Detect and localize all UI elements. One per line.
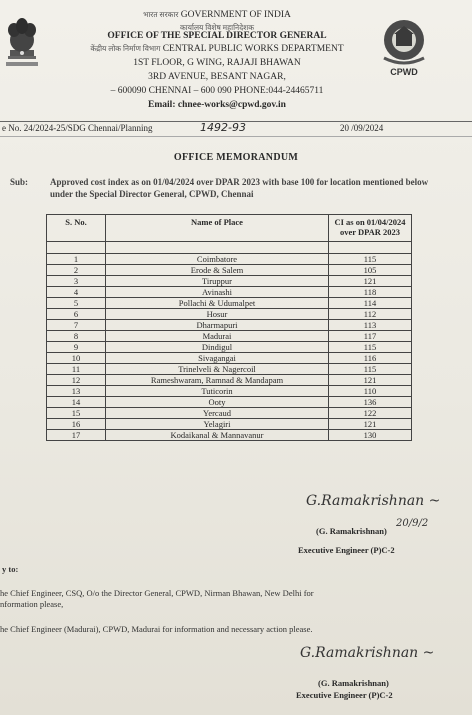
- office-name: OFFICE OF THE SPECIAL DIRECTOR GENERAL: [107, 31, 327, 41]
- row-place: Dharmapuri: [106, 320, 329, 331]
- row-ci: 136: [329, 397, 412, 408]
- header-hindi-2: कार्यालय विशेष महानिदेशक: [179, 23, 255, 32]
- row-place: Hosur: [106, 309, 329, 320]
- table-row: [47, 265, 412, 276]
- row-ci: 118: [329, 287, 412, 298]
- table-row: [47, 419, 412, 430]
- row-sno: 5: [47, 298, 106, 309]
- signature-2: G.Ramakrishnan ~: [300, 645, 435, 661]
- reference-line: [0, 121, 472, 137]
- row-sno: 10: [47, 353, 106, 364]
- table-row: [47, 331, 412, 342]
- table-row: [47, 430, 412, 441]
- row-ci: 110: [329, 386, 412, 397]
- row-place: Pollachi & Udumalpet: [106, 298, 329, 309]
- copy-item-1-line-1: he Chief Engineer, CSQ, O/o the Director General, CPWD, Nirman Bhawan, New Delhi for: [0, 588, 314, 598]
- row-sno: 11: [47, 364, 106, 375]
- table-row: [47, 287, 412, 298]
- row-place: Tuticorin: [106, 386, 329, 397]
- row-sno: 16: [47, 419, 106, 430]
- row-sno: 1: [47, 254, 106, 265]
- signature-1-designation: Executive Engineer (P)C-2: [298, 545, 395, 555]
- table-row: [47, 276, 412, 287]
- row-sno: 17: [47, 430, 106, 441]
- row-place: Sivagangai: [106, 353, 329, 364]
- row-place: Erode & Salem: [106, 265, 329, 276]
- row-sno: 4: [47, 287, 106, 298]
- address-floor: 1ST FLOOR, G WING, RAJAJI BHAWAN: [133, 58, 301, 68]
- signature-2-designation: Executive Engineer (P)C-2: [296, 690, 393, 700]
- table-body: [47, 254, 412, 441]
- row-place: Rameshwaram, Ramnad & Mandapam: [106, 375, 329, 386]
- row-ci: 121: [329, 375, 412, 386]
- row-ci: 115: [329, 254, 412, 265]
- row-sno: 14: [47, 397, 106, 408]
- table-row: [47, 320, 412, 331]
- row-place: Trinelveli & Nagercoil: [106, 364, 329, 375]
- department-line: [52, 44, 382, 54]
- address-avenue: 3RD AVENUE, BESANT NAGAR,: [148, 72, 286, 82]
- col-sno: S. No.: [47, 215, 106, 242]
- row-place: Yercaud: [106, 408, 329, 419]
- row-ci: 115: [329, 342, 412, 353]
- table-row: [47, 353, 412, 364]
- row-ci: 105: [329, 265, 412, 276]
- row-place: Tiruppur: [106, 276, 329, 287]
- cpwd-logo-text: CPWD: [390, 67, 418, 77]
- signature-1: G.Ramakrishnan ~: [306, 493, 441, 509]
- subject-label: Sub:: [10, 177, 29, 187]
- header-hindi-3: केंद्रीय लोक निर्माण विभाग: [90, 44, 161, 53]
- header-govt: [52, 10, 382, 20]
- serial-number: 1492-93: [200, 121, 246, 134]
- row-ci: 114: [329, 298, 412, 309]
- table-header-row: [47, 215, 412, 242]
- table-row: [47, 397, 412, 408]
- table-row: [47, 364, 412, 375]
- row-place: Yelagiri: [106, 419, 329, 430]
- table-row: [47, 408, 412, 419]
- cpwd-logo-icon: [374, 16, 434, 78]
- row-place: Coimbatore: [106, 254, 329, 265]
- signature-2-name: (G. Ramakrishnan): [318, 678, 389, 688]
- table-row: [47, 254, 412, 265]
- copy-to-label: y to:: [2, 564, 19, 574]
- row-ci: 112: [329, 309, 412, 320]
- row-sno: 8: [47, 331, 106, 342]
- row-sno: 7: [47, 320, 106, 331]
- row-place: Kodaikanal & Mannavanur: [106, 430, 329, 441]
- row-sno: 9: [47, 342, 106, 353]
- table-row: [47, 386, 412, 397]
- header-hindi-1: भारत सरकार: [143, 10, 179, 19]
- col-ci: CI as on 01/04/2024 over DPAR 2023: [329, 215, 412, 242]
- file-number: e No. 24/2024-25/SDG Chennai/Planning: [2, 123, 153, 133]
- table-row: [47, 375, 412, 386]
- row-ci: 115: [329, 364, 412, 375]
- row-sno: 15: [47, 408, 106, 419]
- table-blank-row: [47, 242, 412, 254]
- row-ci: 117: [329, 331, 412, 342]
- govt-of-india: GOVERNMENT OF INDIA: [180, 10, 291, 20]
- email-line: Email: chnee-works@cpwd.gov.in: [148, 100, 286, 110]
- row-place: Madurai: [106, 331, 329, 342]
- row-ci: 121: [329, 276, 412, 287]
- row-ci: 130: [329, 430, 412, 441]
- signature-1-name: (G. Ramakrishnan): [316, 526, 387, 536]
- row-place: Dindigul: [106, 342, 329, 353]
- row-sno: 12: [47, 375, 106, 386]
- row-sno: 3: [47, 276, 106, 287]
- address-phone: – 600090 CHENNAI – 600 090 PHONE:044-24465711: [110, 86, 324, 96]
- subject-text: Approved cost index as on 01/04/2024 over DPAR 2023 with base 100 for location mentioned below under the Special Director General, CPWD, Chennai: [50, 177, 429, 199]
- row-ci: 113: [329, 320, 412, 331]
- copy-item-2: he Chief Engineer (Madurai), CPWD, Madurai for information and necessary action please.: [0, 624, 313, 634]
- row-place: Ooty: [106, 397, 329, 408]
- table-row: [47, 342, 412, 353]
- table-row: [47, 298, 412, 309]
- department-name: CENTRAL PUBLIC WORKS DEPARTMENT: [162, 44, 344, 54]
- row-ci: 116: [329, 353, 412, 364]
- row-ci: 122: [329, 408, 412, 419]
- signature-1-date: 20/9/2: [396, 518, 429, 529]
- row-ci: 121: [329, 419, 412, 430]
- row-sno: 2: [47, 265, 106, 276]
- col-place: Name of Place: [106, 215, 329, 242]
- row-sno: 13: [47, 386, 106, 397]
- memo-date: 20 /09/2024: [340, 123, 384, 133]
- national-emblem-icon: [2, 10, 42, 72]
- copy-item-1-line-2: nformation please,: [0, 599, 64, 609]
- row-place: Avinashi: [106, 287, 329, 298]
- memo-title: OFFICE MEMORANDUM: [173, 152, 299, 163]
- row-sno: 6: [47, 309, 106, 320]
- cost-index-table: [46, 214, 412, 441]
- table-row: [47, 309, 412, 320]
